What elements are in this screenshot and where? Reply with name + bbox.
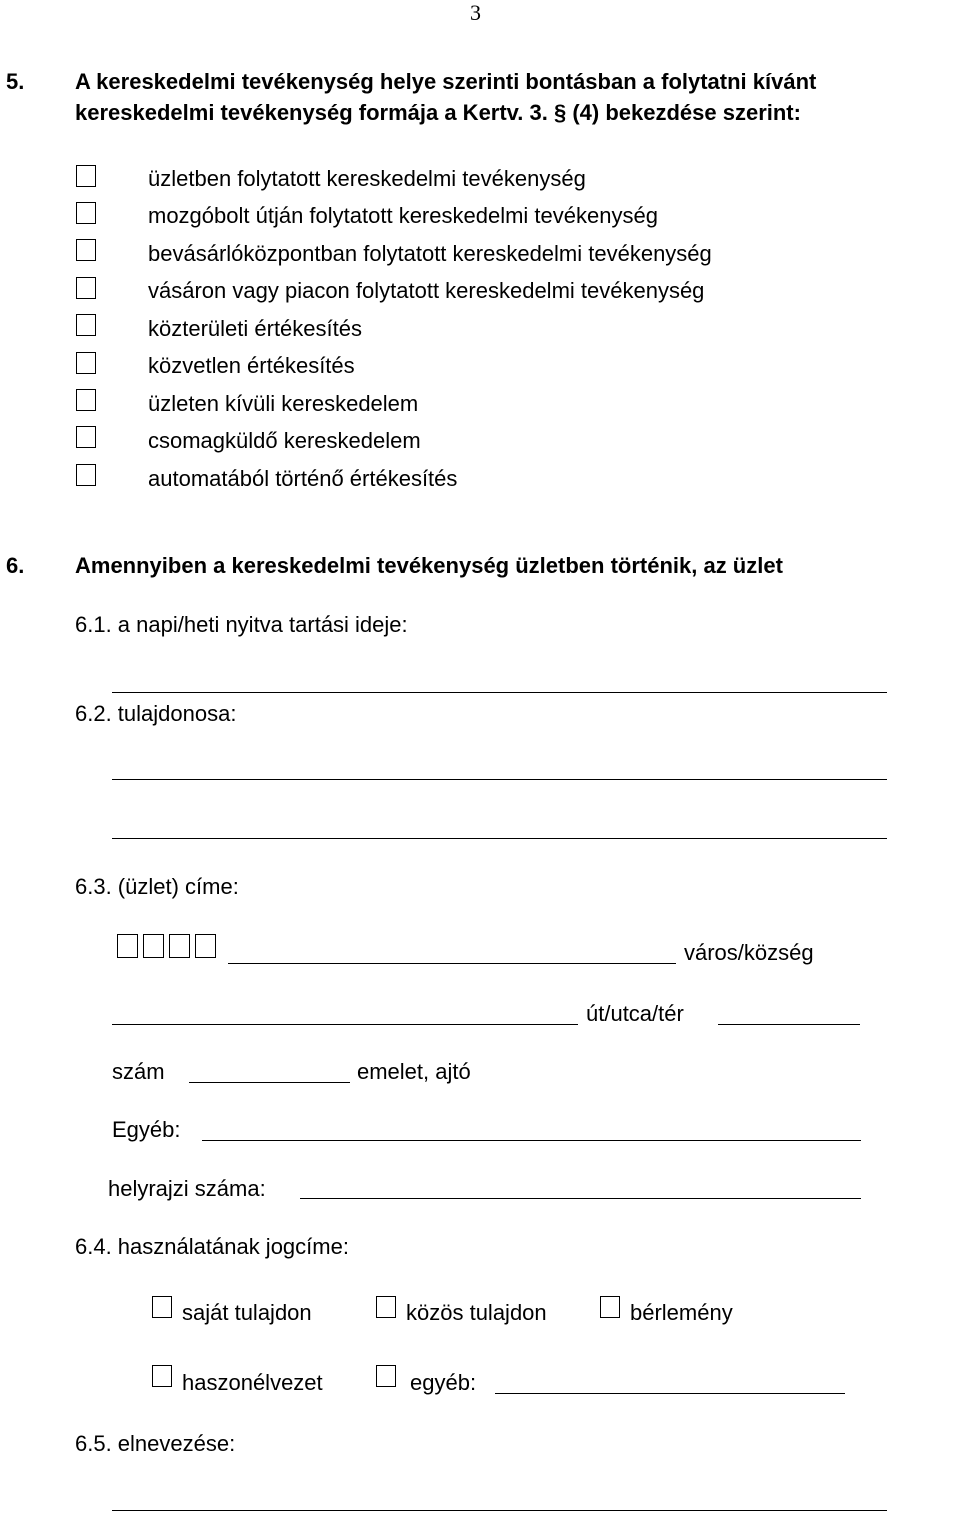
postal-code-digit-box[interactable]	[169, 934, 190, 958]
lease-checkbox[interactable]	[600, 1296, 620, 1318]
address-label: 6.3. (üzlet) címe:	[75, 874, 239, 899]
opening-hours-field[interactable]	[112, 692, 887, 693]
option-label: közterületi értékesítés	[148, 316, 362, 341]
city-field[interactable]	[228, 963, 676, 964]
option-label: automatából történő értékesítés	[148, 466, 458, 491]
postal-code-digit-box[interactable]	[195, 934, 216, 958]
option-label: üzletben folytatott kereskedelmi tevékenység	[148, 166, 586, 191]
opening-hours-label: 6.1. a napi/heti nyitva tartási ideje:	[75, 612, 408, 637]
option-checkbox[interactable]	[76, 202, 96, 224]
other-usage-checkbox[interactable]	[376, 1365, 396, 1387]
usufruct-checkbox[interactable]	[152, 1365, 172, 1387]
postal-code-digit-box[interactable]	[143, 934, 164, 958]
option-label: csomagküldő kereskedelem	[148, 428, 421, 453]
section-5-number: 5.	[6, 69, 25, 94]
option-checkbox[interactable]	[76, 426, 96, 448]
option-checkbox[interactable]	[76, 389, 96, 411]
section-6-heading: Amennyiben a kereskedelmi tevékenység üzletben történik, az üzlet	[75, 553, 783, 578]
joint-property-label: közös tulajdon	[406, 1300, 547, 1325]
owner-field-line1[interactable]	[112, 779, 887, 780]
option-checkbox[interactable]	[76, 277, 96, 299]
section-6-number: 6.	[6, 553, 25, 578]
shop-name-field[interactable]	[112, 1510, 887, 1511]
other-usage-field[interactable]	[495, 1393, 845, 1394]
option-label: közvetlen értékesítés	[148, 353, 355, 378]
street-type-field[interactable]	[718, 1024, 860, 1025]
page-number: 3	[470, 0, 481, 25]
option-checkbox[interactable]	[76, 464, 96, 486]
option-label: üzleten kívüli kereskedelem	[148, 391, 419, 416]
section-5-heading-line1: A kereskedelmi tevékenység helye szerinti bontásban a folytatni kívánt	[75, 69, 817, 94]
other-address-label: Egyéb:	[112, 1117, 181, 1142]
street-name-field[interactable]	[112, 1024, 578, 1025]
other-usage-label: egyéb:	[410, 1370, 477, 1395]
option-checkbox[interactable]	[76, 352, 96, 374]
option-checkbox[interactable]	[76, 239, 96, 261]
option-label: vásáron vagy piacon folytatott kereskedelmi tevékenység	[148, 278, 705, 303]
lease-label: bérlemény	[630, 1300, 733, 1325]
option-label: mozgóbolt útján folytatott kereskedelmi tevékenység	[148, 203, 658, 228]
section-5-heading-line2: kereskedelmi tevékenység formája a Kertv. 3. § (4) bekezdése szerint:	[75, 100, 801, 125]
usage-title-label: 6.4. használatának jogcíme:	[75, 1234, 349, 1259]
street-type-label: út/utca/tér	[586, 1001, 684, 1026]
option-checkbox[interactable]	[76, 314, 96, 336]
postal-code-digit-box[interactable]	[117, 934, 138, 958]
city-label: város/község	[684, 940, 814, 965]
owner-label: 6.2. tulajdonosa:	[75, 701, 237, 726]
house-number-label: szám	[112, 1059, 165, 1084]
option-checkbox[interactable]	[76, 165, 96, 187]
option-label: bevásárlóközpontban folytatott kereskedelmi tevékenység	[148, 241, 712, 266]
owner-field-line2[interactable]	[112, 838, 887, 839]
own-property-label: saját tulajdon	[182, 1300, 312, 1325]
usufruct-label: haszonélvezet	[182, 1370, 323, 1395]
joint-property-checkbox[interactable]	[376, 1296, 396, 1318]
parcel-number-label: helyrajzi száma:	[108, 1176, 266, 1201]
other-address-field[interactable]	[202, 1140, 861, 1141]
house-number-field[interactable]	[189, 1082, 350, 1083]
floor-door-label: emelet, ajtó	[357, 1059, 471, 1084]
own-property-checkbox[interactable]	[152, 1296, 172, 1318]
shop-name-label: 6.5. elnevezése:	[75, 1431, 236, 1456]
parcel-number-field[interactable]	[300, 1198, 861, 1199]
